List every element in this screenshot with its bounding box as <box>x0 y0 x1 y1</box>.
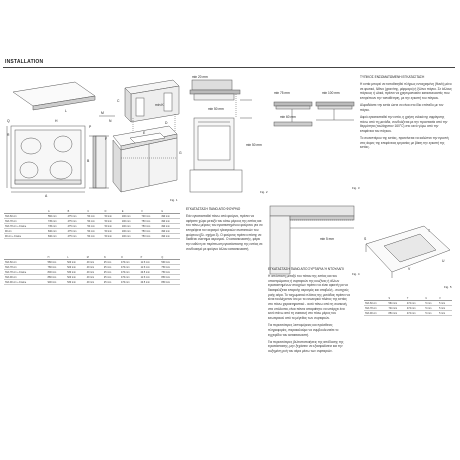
table-cell: 50 mm <box>104 219 121 224</box>
oven-install-diagram-fig2 <box>186 74 270 198</box>
table-header-cell: D <box>104 209 121 214</box>
table-cell: 470 mm <box>120 275 140 280</box>
table-cell: 750 mm <box>141 224 161 229</box>
table-cell: 50 mm <box>86 219 103 224</box>
table-row-label: Hob 90 cm <box>4 275 47 280</box>
table-cell: 49 mm <box>86 275 103 280</box>
table-cell: 100 mm <box>121 234 141 239</box>
table-cell: 49 mm <box>86 270 103 275</box>
section-drawers-text <box>268 268 350 356</box>
table-row <box>364 311 452 316</box>
table-cell: 470 mm <box>120 270 140 275</box>
table-row-label: Hob 60 cm <box>4 260 47 265</box>
table-cell: 11.5 mm <box>140 260 161 265</box>
table-cell: 25 mm <box>103 270 120 275</box>
table-cell: 470 mm <box>120 260 140 265</box>
dimensions-table-2 <box>4 255 180 285</box>
fig5-label-s: S <box>364 237 367 241</box>
table-row <box>4 234 180 239</box>
table-header-cell: L <box>66 255 86 260</box>
table-cell: 25 mm <box>103 280 120 285</box>
table-cell: 750 mm <box>141 234 161 239</box>
table-cell: 11.5 mm <box>140 275 161 280</box>
table-cell: 474 mm <box>406 311 424 316</box>
table-row-label: Hob 60 cm <box>4 214 47 219</box>
dim-label-m: M <box>101 111 104 115</box>
table-cell: 750 mm <box>160 270 180 275</box>
dim-label-h: H <box>55 119 58 123</box>
table-cell: 470 mm <box>120 280 140 285</box>
table-cell: 490 mm <box>160 224 180 229</box>
table-cell: 25 mm <box>103 265 120 270</box>
table-cell: 5 mm <box>424 301 438 306</box>
table-cell: 50 mm <box>86 224 103 229</box>
table-cell: 25 mm <box>103 275 120 280</box>
dim-label-l: L <box>65 109 67 113</box>
table-cell: 25 mm <box>103 260 120 265</box>
table-cell: 564 mm <box>387 301 405 306</box>
table-cell: 490 mm <box>160 229 180 234</box>
table-cell: 850 mm <box>160 275 180 280</box>
dim-label-p: P <box>89 125 92 129</box>
installation-diagram-fig1 <box>5 76 183 204</box>
figure-caption-2: Fig. 2 <box>260 190 268 194</box>
figure-caption-3: Fig. 3 <box>352 186 360 190</box>
table-cell: 50 mm <box>104 214 121 219</box>
table-cell: 50 mm <box>104 229 121 234</box>
section-body-flush: Η εστία μπορεί να τοποθετηθεί πλήρως εντοιχισμένη (flush) μόνο σε φυσικό, λίθινο (γρανίτης, μάρμαρο) ή ξύλινο πάγκο. Σε άλλους πάγκους ή υλικά, πρέπει να χρησιμοποιείτε κατασκευαστές που επιτρέπουν την τοποθέτηση, με την εγκοπή του πάγκου. Αλφαδιάστε την εστία ώστε να είναι στο ίδιο επίπεδο με τον πάγκο. Αφού εγκατασταθεί την εστία, η χρήση σιλικόνης σφράγισης πάνω από τη μονάδα, συνδυάζεται με την προστασία από την θερμότητα (τουλάχιστον 160°C) στο κενό γύρω από την επιφάνεια του πάγκου. Το συναπτέρου της εστίας, προτείνεται να καλύπτει την εγκοπή στις άκρες της επιφάνειας εργασίας με βάση την εγκοπή της εστίας. <box>360 81 452 150</box>
table-cell: 100 mm <box>121 219 141 224</box>
table-cell: 700 mm <box>141 214 161 219</box>
table-cell: 49 mm <box>86 280 103 285</box>
table-row-label: 90 cm + Frame <box>4 234 47 239</box>
table-header-cell: U <box>424 296 438 301</box>
table-header-cell: E <box>121 209 141 214</box>
table-row <box>4 280 180 285</box>
table-cell: 850 mm <box>160 280 180 285</box>
table-cell: 750 mm <box>141 229 161 234</box>
dim-label-b: B <box>87 159 90 163</box>
dim-min-75mm: min 75 mm <box>274 91 290 95</box>
dim-label-c: C <box>117 99 120 103</box>
table-cell: 490 mm <box>160 234 180 239</box>
table-header-cell: F <box>141 209 161 214</box>
table-row-label: Hob 78 cm <box>4 265 47 270</box>
fig5-label-t: T <box>428 229 431 233</box>
table-row-label: Hob 78 cm + Frame <box>4 270 47 275</box>
table-header-cell: S <box>387 296 405 301</box>
table-cell: 520 mm <box>66 260 86 265</box>
table-row-label: Hob 60 cm <box>364 301 387 306</box>
table-cell: 475 mm <box>67 214 87 219</box>
table-cell: 475 mm <box>67 234 87 239</box>
table-header-cell: V <box>438 296 452 301</box>
table-cell: 560 mm <box>47 214 67 219</box>
table-header-cell: M <box>86 255 103 260</box>
table-cell: 5 mm <box>438 301 452 306</box>
dim-label-e: E <box>143 131 146 135</box>
table-cell: 49 mm <box>86 265 103 270</box>
table-cell: 50 mm <box>86 229 103 234</box>
table-cell: 100 mm <box>121 224 141 229</box>
section-oven <box>186 208 264 254</box>
table-row-label: Hob 90 cm <box>364 311 387 316</box>
figure-caption-5: Fig. 5 <box>444 285 452 289</box>
table-cell: 5 mm <box>424 306 438 311</box>
section-heading-flush: ΤΥΠΙΚΟΣ ΕΝΣΩΜΑΤΩΜΕΝΗ ΕΓΚΑΤΑΣΤΑΣΗ <box>360 75 425 79</box>
table-cell: 530 mm <box>66 270 86 275</box>
page-header-space <box>0 0 460 54</box>
table-cell: 490 mm <box>160 219 180 224</box>
table-cell: 530 mm <box>66 280 86 285</box>
dim-label-g: G <box>179 151 182 155</box>
table-cell: 520 mm <box>66 265 86 270</box>
section-body-drawers: Η απόσταση μεταξύ του πάτου της εστίας και του υποστρώματος ή συρταριών της κουζίνας ή άλλων εγκαταστημένων στοιχείων πρέπει να είναι αρκετή για να διασφαλίζεται επαρκής αερισμός και αποβολή - συνεχούς ροής αέρα. Το τοιχωματικό πλάτος της μονάδας πρέπει να είναι τουλάχιστον ίσο με το εσωτερικό πλάτος της εστίας στο πάνω χαρακτηριστικό - αυτό πάνω από τη συσκευή, στα υπόλοιπα, είναι πάντα απαραίτητο να υπάρχει ένα κενό πάνω από τη συσκευή στο πίσω μέρος του εσωτερικού από το μέγεθος των συρταριών. Για περισσότερες λεπτομέρειες και πρόσθετες πληροφορίες, παρακαλούμε να συμβουλευτείτε το εγχειρίδιο του κατασκευαστή. Για περισσότερες βελτιστοποιήσεις της απόδοσης της εγκατάστασης, μην ξεχάσετε να εξασφαλίσετε και την αυξημένη ροή του αέρα μέσω των συρταριών. <box>268 273 350 354</box>
table-cell: 470 mm <box>120 265 140 270</box>
table-cell: 100 mm <box>121 214 141 219</box>
table-row-label: Hob 78 cm <box>4 219 47 224</box>
table-cell: 744 mm <box>387 306 405 311</box>
table-cell: 560 mm <box>160 260 180 265</box>
table-row-label: 90 cm <box>4 229 47 234</box>
table-cell: 20.5 mm <box>140 270 161 275</box>
dim-label-n: N <box>109 119 112 123</box>
table-header-cell: O <box>120 255 140 260</box>
section-heading-oven: ΕΓΚΑΤΑΣΤΑΣΗ ΠΑΝΩ ΑΠΟ ΦΟΥΡΝΟ <box>186 207 241 211</box>
table-cell: 745 mm <box>47 219 67 224</box>
table-header-cell: C <box>86 209 103 214</box>
dim-min-5mm: min 5 mm <box>320 237 334 241</box>
table-header-cell: N <box>103 255 120 260</box>
table-header-cell: P <box>140 255 161 260</box>
table-cell: 520 mm <box>66 275 86 280</box>
table-cell: 900 mm <box>47 280 67 285</box>
table-header-cell: T <box>406 296 424 301</box>
table-cell: 50 mm <box>104 224 121 229</box>
table-cell: 580 mm <box>47 260 67 265</box>
table-cell: 475 mm <box>67 224 87 229</box>
table-cell: 20.5 mm <box>140 280 161 285</box>
table-header-cell: A <box>47 209 67 214</box>
table-cell: 474 mm <box>406 306 424 311</box>
section-body-oven: Εάν εγκατασταθεί πάνω από φούρνο, πρέπει να αφήσετε χώρο μεταξύ του κάτω μέρους της εστίας και του πάνω μέρους του εγκατεστημένου φούρνου για να επιτρέψετε τον αερισμό ηλεκτρικών συστατικών του φούρνου (βλ. σχήμα 3). Ο φούρνος πρέπει επίσης να διαθέτει σύστημα αερισμού. Ο κατασκευαστής, φέρει την ευθύνη σε περίπτωση εγκατάστασης της εστίας σε συνδυασμό με φούρνο άλλου κατασκευαστή. <box>186 213 263 251</box>
dim-label-f: F <box>105 137 108 141</box>
table-cell: 854 mm <box>387 311 405 316</box>
table-cell: 5 mm <box>438 311 452 316</box>
cutout-table <box>364 296 452 316</box>
page-title: INSTALLATION <box>5 59 44 65</box>
table-cell: 750 mm <box>160 265 180 270</box>
dim-min-20mm: min 20 mm <box>192 75 208 79</box>
section-flush <box>360 76 452 153</box>
table-cell: 474 mm <box>406 301 424 306</box>
table-cell: 840 mm <box>47 229 67 234</box>
table-cell: 50 mm <box>86 234 103 239</box>
table-row-label: Hob 90 cm + Frame <box>4 280 47 285</box>
dim-min-50mm-a: min 50 mm <box>208 107 224 111</box>
table-cell: 50 mm <box>86 214 103 219</box>
table-cell: 5 mm <box>424 311 438 316</box>
table-header-cell: H <box>47 255 67 260</box>
table-cell: 11.5 mm <box>140 265 161 270</box>
dimensions-table-1 <box>4 209 180 239</box>
table-cell: 50 mm <box>104 234 121 239</box>
figure-caption-4: Fig. 4 <box>352 272 360 276</box>
table-row-label: Hob 78 cm + Frame <box>4 224 47 229</box>
title-rule <box>3 67 455 68</box>
table-cell: 475 mm <box>67 229 87 234</box>
dim-label-a: A <box>45 194 48 198</box>
table-cell: 780 mm <box>47 265 67 270</box>
dim-label-r: R <box>7 133 10 137</box>
section-heading-drawers: ΕΓΚΑΤΑΣΤΑΣΗ ΠΑΝΩ ΑΠΟ ΣΥΡΤΑΡΙΑ Ή ΝΤΟΥΛΑΠΙ <box>268 267 344 271</box>
table-cell: 800 mm <box>47 270 67 275</box>
table-header-cell: B <box>67 209 87 214</box>
fig5-label-u: U <box>442 259 445 263</box>
cutout-diagram-fig5 <box>362 218 454 290</box>
table-cell: 49 mm <box>86 260 103 265</box>
dim-label-d: D <box>165 121 168 125</box>
drawer-install-diagram-fig3 <box>272 84 356 188</box>
table-cell: 5 mm <box>438 306 452 311</box>
table-cell: 100 mm <box>121 229 141 234</box>
table-cell: 750 mm <box>141 219 161 224</box>
table-cell: 490 mm <box>160 214 180 219</box>
dim-min-k: min K <box>155 103 164 107</box>
table-cell: 745 mm <box>47 224 67 229</box>
dim-min-60mm: min 60 mm <box>280 115 296 119</box>
table-header-cell: Q <box>160 255 180 260</box>
dim-min-100mm: min 100 mm <box>322 91 340 95</box>
dim-label-q: Q <box>7 119 10 123</box>
table-cell: 880 mm <box>47 275 67 280</box>
fig5-label-v: V <box>408 267 411 271</box>
table-cell: 840 mm <box>47 234 67 239</box>
dim-min-50mm-b: min 50 mm <box>246 143 262 147</box>
table-row-label: Hob 78 cm <box>364 306 387 311</box>
table-cell: 475 mm <box>67 219 87 224</box>
table-header-cell: G <box>160 209 180 214</box>
figure-caption-1: Fig. 1 <box>170 198 178 202</box>
